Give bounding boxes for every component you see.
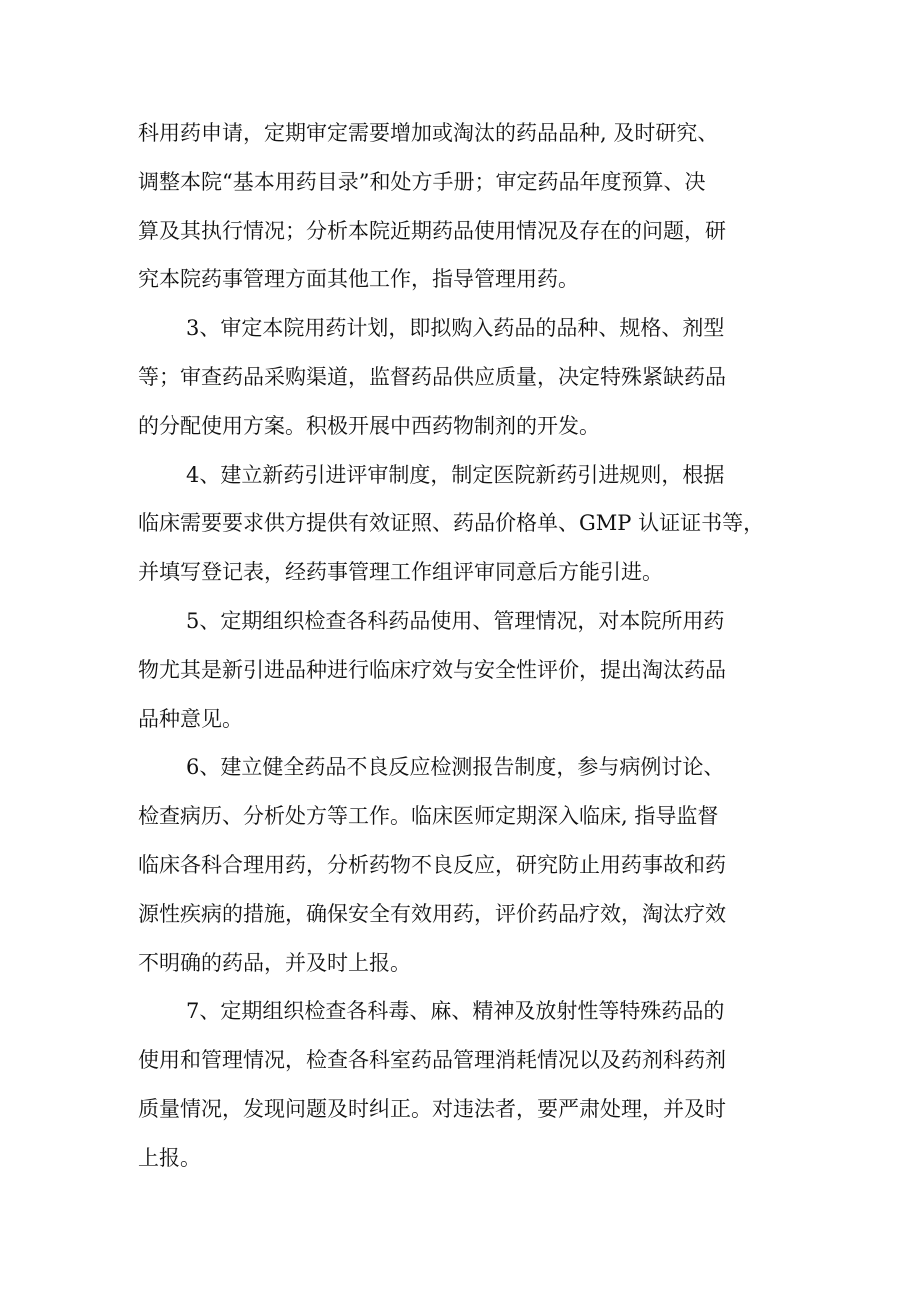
text-line: 7、定期组织检查各科毒、麻、精神及放射性等特殊药品的 [186, 999, 725, 1024]
text-line: 并填写登记表，经药事管理工作组评审同意后方能引进。 [138, 560, 663, 585]
text-line: 上报。 [138, 1145, 201, 1170]
text-line: 的分配使用方案。积极开展中西药物制剂的开发。 [138, 413, 600, 438]
text-line: 算及其执行情况；分析本院近期药品使用情况及存在的问题，研 [138, 218, 726, 243]
text-line: 调整本院“基本用药目录”和处方手册；审定药品年度预算、决 [138, 169, 706, 194]
text-line: 检查病历、分析处方等工作。临床医师定期深入临床, 指导监督 [138, 804, 719, 829]
paragraph-continuation [138, 109, 788, 304]
paragraph-item-4 [138, 451, 788, 597]
text-line: 不明确的药品，并及时上报。 [138, 950, 411, 975]
text-line: 等；审查药品采购渠道，监督药品供应质量，决定特殊紧缺药品 [138, 364, 726, 389]
text-line: 临床各科合理用药，分析药物不良反应，研究防止用药事故和药 [138, 852, 726, 877]
paragraph-item-6 [138, 743, 788, 987]
text-line: 使用和管理情况，检查各科室药品管理消耗情况以及药剂科药剂 [138, 1048, 726, 1073]
paragraph-item-3 [138, 304, 788, 450]
text-line: 品种意见。 [138, 706, 243, 731]
text-line: 科用药申请，定期审定需要增加或淘汰的药品品种, 及时研究、 [138, 121, 719, 145]
paragraph-item-5 [138, 597, 788, 743]
text-line: 6、建立健全药品不良反应检测报告制度，参与病例讨论、 [186, 755, 725, 780]
paragraph-item-7 [138, 987, 788, 1182]
text-line: 质量情况，发现问题及时纠正。对违法者，要严肃处理，并及时 [138, 1096, 726, 1121]
document-page [138, 109, 788, 1183]
text-line: 究本院药事管理方面其他工作，指导管理用药。 [138, 267, 579, 292]
text-line: 临床需要要求供方提供有效证照、药品价格单、GMP 认证证书等， [138, 511, 765, 536]
text-line: 3、审定本院用药计划，即拟购入药品的品种、规格、剂型 [186, 316, 725, 341]
text-line: 物尤其是新引进品种进行临床疗效与安全性评价，提出淘汰药品 [138, 657, 726, 682]
text-line: 5、定期组织检查各科药品使用、管理情况，对本院所用药 [186, 608, 725, 633]
text-line: 源性疾病的措施，确保安全有效用药，评价药品疗效，淘汰疗效 [138, 901, 726, 926]
text-line: 4、建立新药引进评审制度，制定医院新药引进规则，根据 [186, 462, 725, 487]
